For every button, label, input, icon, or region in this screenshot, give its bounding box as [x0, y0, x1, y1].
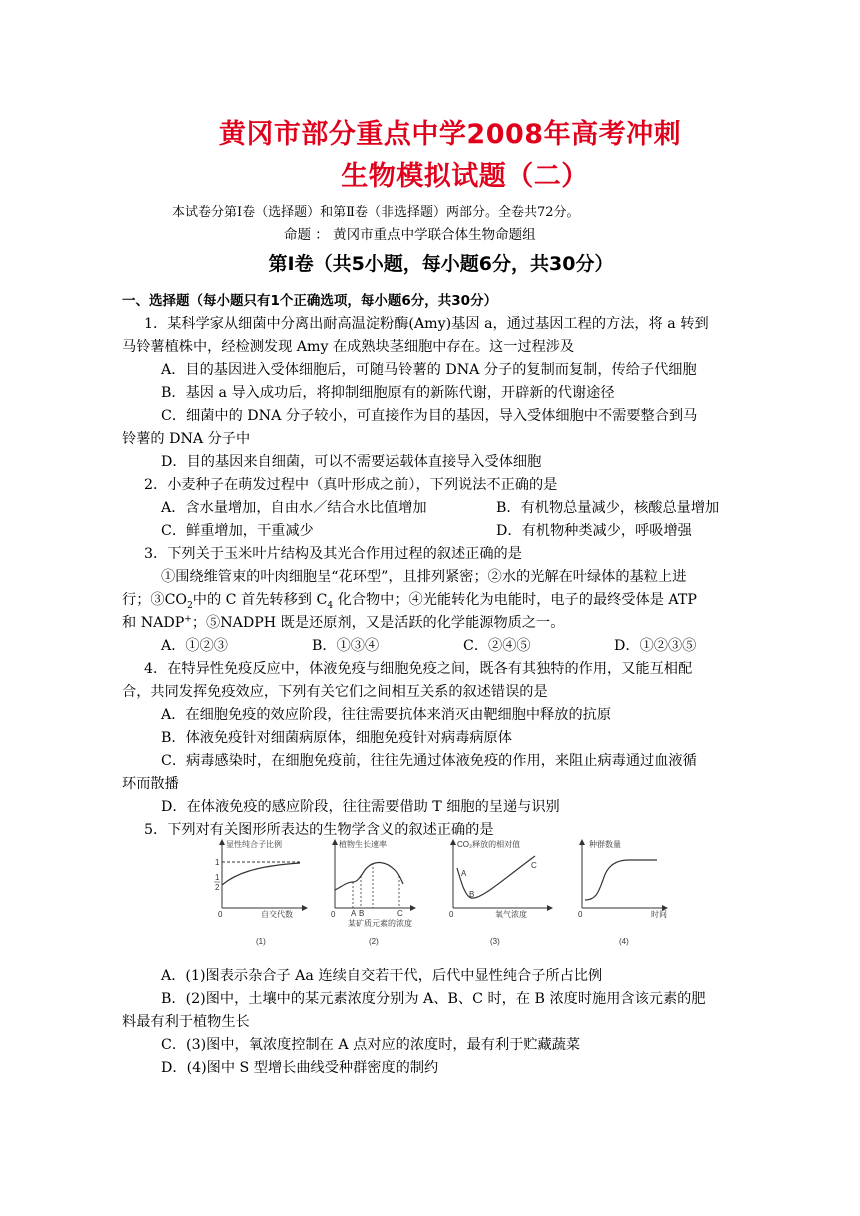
fig2-point-b: B	[359, 909, 365, 918]
part-title: 一、选择题（每小题只有1个正确选项，每小题6分，共30分）	[122, 293, 498, 309]
fig2-origin: 0	[331, 910, 336, 919]
exam-subtitle: 生物模拟试题（二）	[341, 161, 589, 192]
q5-stem: 5．下列对有关图形所表达的生物学含义的叙述正确的是	[144, 822, 494, 838]
fig3-point-b: B	[469, 890, 475, 899]
q2-stem: 2．小麦种子在萌发过程中（真叶形成之前），下列说法不正确的是	[144, 477, 558, 493]
fig2-xlabel: 某矿质元素的浓度	[348, 919, 412, 928]
fig1-origin: 0	[218, 910, 223, 919]
q1-option-d: D．目的基因来自细菌，可以不需要运载体直接导入受体细胞	[161, 454, 542, 470]
q4-option-b: B．体液免疫针对细菌病原体，细胞免疫针对病毒病原体	[161, 730, 512, 746]
q3-stem: 3．下列关于玉米叶片结构及其光合作用过程的叙述正确的是	[144, 546, 522, 562]
fig3-ylabel: CO₂释放的相对值	[457, 840, 521, 849]
q1-stem-line1: 1．某科学家从细菌中分离出耐高温淀粉酶(Amy)基因 a，通过基因工程的方法，将 a 转到	[144, 316, 709, 332]
q5-option-d: D．(4)图中 S 型增长曲线受种群密度的制约	[161, 1060, 439, 1076]
q5-option-b-line1: B．(2)图中，土壤中的某元素浓度分别为 A、B、C 时，在 B 浓度时施用含该元素的肥	[161, 991, 706, 1007]
q1-option-b: B．基因 a 导入成功后，将抑制细胞原有的新陈代谢，开辟新的代谢途径	[161, 385, 615, 401]
q1-option-c-line1: C．细菌中的 DNA 分子较小，可直接作为目的基因，导入受体细胞中不需要整合到马	[161, 408, 698, 424]
exam-note: 本试卷分第Ⅰ卷（选择题）和第Ⅱ卷（非选择题）两部分。全卷共72分。	[172, 205, 580, 220]
q3-statement-line3: 和 NADP+；⑤NADPH 既是还原剂，又是活跃的化学能源物质之一。	[122, 614, 565, 631]
fig2-point-c: C	[397, 909, 403, 918]
q3-option-d: D．①②③⑤	[614, 638, 697, 654]
q2-option-d: D．有机物种类减少，呼吸增强	[496, 523, 692, 539]
fig1-y-tick-1: 1	[215, 858, 220, 867]
fig2-ylabel: 植物生长速率	[339, 840, 387, 849]
fig3-point-a: A	[461, 869, 467, 878]
fig1-y-tick-half-num: 1	[215, 873, 220, 882]
fig3-xlabel: 氧气浓度	[495, 910, 527, 919]
q1-stem-line2: 马铃薯植株中，经检测发现 Amy 在成熟块茎细胞中存在。这一过程涉及	[122, 339, 575, 355]
q3-option-c: C．②④⑤	[463, 638, 531, 654]
q3-option-b: B．①③④	[312, 638, 380, 654]
fig1-xlabel: 自交代数	[261, 910, 293, 919]
fig1-y-tick-half-den: 2	[215, 883, 220, 892]
q4-stem-line1: 4．在特异性免疫反应中，体液免疫与细胞免疫之间，既各有其独特的作用，又能互相配	[144, 661, 693, 677]
q4-option-c-line2: 环而散播	[122, 776, 179, 792]
q1-option-c-line2: 铃薯的 DNA 分子中	[122, 431, 251, 447]
q1-option-a: A．目的基因进入受体细胞后，可随马铃薯的 DNA 分子的复制而复制，传给子代细胞	[161, 362, 697, 378]
fig1-caption: (1)	[256, 937, 266, 946]
q5-option-b-line2: 料最有利于植物生长	[122, 1014, 250, 1030]
q5-option-c: C．(3)图中，氧浓度控制在 A 点对应的浓度时，最有利于贮藏蔬菜	[161, 1037, 581, 1053]
q3-statement-line2: 行；$③CO_2$中的 C 首先转移到 $C_4$ 化合物中；④光能转化为电能时，电子的最终受体是 ATP	[122, 592, 697, 611]
fig3-origin: 0	[449, 910, 454, 919]
fig4-ylabel: 种群数量	[589, 840, 621, 849]
fig3-point-c: C	[531, 861, 537, 870]
q3-statement-line1: ①围绕维管束的叶肉细胞呈“花环型”，且排列紧密；②水的光解在叶绿体的基粒上进	[161, 569, 687, 585]
fig3-caption: (3)	[490, 937, 500, 946]
exam-author: 命题 ： 黄冈市重点中学联合体生物命题组	[284, 227, 536, 243]
figure-3	[449, 839, 550, 946]
fig4-origin: 0	[578, 910, 583, 919]
exam-title: 黄冈市部分重点中学2008年高考冲刺	[218, 119, 682, 150]
section-title: 第Ⅰ卷（共5小题，每小题6分，共30分）	[268, 253, 614, 275]
q4-option-d: D．在体液免疫的感应阶段，往往需要借助 T 细胞的呈递与识别	[161, 799, 560, 815]
fig4-caption: (4)	[619, 937, 629, 946]
fig4-xlabel: 时间	[651, 910, 667, 919]
q2-option-b: B．有机物总量减少，核酸总量增加	[496, 500, 720, 516]
figure-4	[578, 839, 667, 946]
fig1-ylabel: 显性纯合子比例	[226, 840, 282, 849]
figure-2	[331, 839, 413, 946]
q4-option-a: A．在细胞免疫的效应阶段，往往需要抗体来消灭由靶细胞中释放的抗原	[161, 707, 612, 723]
q2-option-c: C．鲜重增加，干重减少	[161, 523, 314, 539]
q5-figures	[205, 838, 675, 958]
q3-option-a: A．①②③	[161, 638, 228, 654]
figure-1	[214, 839, 305, 946]
q2-option-a: A．含水量增加，自由水／结合水比值增加	[161, 500, 427, 516]
q4-option-c-line1: C．病毒感染时，在细胞免疫前，往往先通过体液免疫的作用，来阻止病毒通过血液循	[161, 753, 697, 769]
fig2-point-a: A	[351, 909, 357, 918]
q4-stem-line2: 合，共同发挥免疫效应，下列有关它们之间相互关系的叙述错误的是	[122, 684, 548, 700]
q5-option-a: A．(1)图表示杂合子 Aa 连续自交若干代，后代中显性纯合子所占比例	[161, 968, 603, 984]
fig2-caption: (2)	[369, 937, 379, 946]
